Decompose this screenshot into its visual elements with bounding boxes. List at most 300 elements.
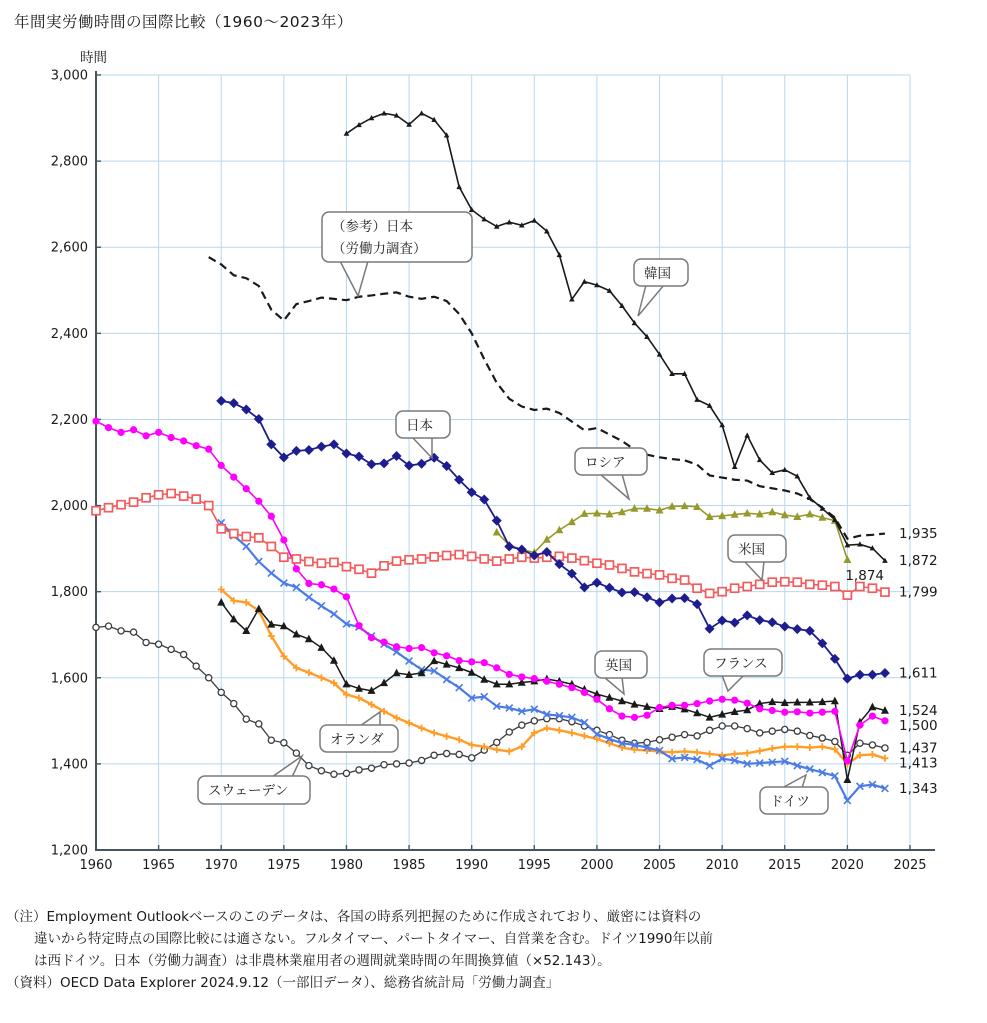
marker [243,543,250,550]
marker [417,459,427,469]
marker [706,750,713,757]
marker [656,571,664,579]
marker [318,581,325,588]
marker [280,536,287,543]
marker [481,659,488,666]
marker [354,451,364,461]
marker [806,580,814,588]
marker [681,732,687,738]
marker [393,643,400,650]
callout-label-sweden: スウェーデン [208,783,289,799]
marker [393,761,399,767]
marker [667,594,677,604]
marker [217,598,225,606]
marker [642,592,652,602]
marker [243,716,249,722]
marker [317,559,325,567]
y-tick-label: 2,200 [50,412,88,428]
marker [443,652,450,659]
y-tick-label: 1,800 [50,585,88,601]
marker [669,734,675,740]
marker [493,557,501,565]
marker [380,679,388,687]
marker [406,760,412,766]
x-tick-label: 2015 [768,858,802,873]
marker [768,508,776,516]
marker [580,557,588,565]
marker [655,597,665,607]
marker [656,737,662,743]
marker [281,740,287,746]
marker [832,738,838,744]
marker [806,744,813,751]
marker [731,697,738,704]
marker [493,746,500,753]
marker [92,507,100,515]
marker [393,669,401,677]
marker [255,534,263,542]
marker [130,498,138,506]
marker [205,446,212,453]
marker [769,707,776,714]
marker [680,593,690,603]
marker [218,462,225,469]
marker [856,722,863,729]
marker [506,219,512,224]
marker [819,735,825,741]
end-value-label: 1,611 [899,665,938,682]
marker [243,485,250,492]
marker [455,551,463,559]
marker [869,712,876,719]
marker [181,651,187,657]
marker [419,757,425,763]
marker [681,576,689,584]
marker [305,594,312,601]
marker [318,602,325,609]
marker [543,535,551,543]
marker [543,725,550,732]
marker [331,771,337,777]
marker [355,565,363,573]
callout-label-korea: 韓国 [644,266,671,282]
y-tick-label: 1,400 [50,757,88,773]
marker [718,588,726,596]
marker [869,742,875,748]
callout-tail-germany [782,775,806,788]
callout-label-us: 米国 [738,542,765,558]
marker [292,630,300,638]
marker [430,657,438,665]
marker [806,510,814,518]
marker [731,750,738,757]
marker [330,585,337,592]
marker [469,755,475,761]
callout-tail-sweden [272,756,302,777]
marker [756,747,763,754]
marker [744,432,750,437]
marker [180,492,188,500]
marker [706,697,713,704]
marker [707,727,713,733]
note-line: （注）Employment Outlookベースのこのデータは、各国の時系列把握のために作成されており、厳密には資料の [6,909,702,925]
x-tick-label: 2000 [580,858,614,873]
marker [280,553,288,561]
marker [731,584,739,592]
marker [755,615,765,625]
callout-label-germany: ドイツ [770,794,810,810]
series-line-france [96,421,885,761]
marker [268,570,275,577]
marker [431,729,438,736]
marker [518,673,525,680]
marker [743,706,751,714]
marker [730,618,740,628]
x-tick-label: 2005 [642,858,677,873]
marker [230,474,237,481]
marker [592,578,602,588]
marker [468,552,476,560]
callout-label-uk: 英国 [605,658,632,674]
marker [456,751,462,757]
marker [117,501,125,509]
marker [267,542,275,550]
marker [694,749,701,756]
marker [493,528,501,536]
callout-label-japan: 日本 [406,418,433,434]
marker [105,424,112,431]
marker [242,533,250,541]
marker [492,516,502,526]
end-value-label: 1,437 [899,740,938,757]
marker [582,279,588,284]
footnotes [6,906,981,994]
marker [532,218,538,223]
marker [807,732,813,738]
marker [306,763,312,769]
marker [255,558,262,565]
marker [857,740,863,746]
marker [431,752,437,758]
marker [93,624,99,630]
marker [794,743,801,750]
marker [156,641,162,647]
series-line-korea [346,113,884,560]
marker [706,589,714,597]
callout-tail-russia [600,474,629,499]
x-tick-label: 1980 [329,858,364,873]
marker [506,729,512,735]
y-tick-label: 3,000 [50,68,88,84]
end-value-label: 1,524 [899,703,938,719]
x-tick-label: 1970 [204,858,238,873]
marker [744,700,751,707]
y-tick-label: 2,600 [50,240,88,256]
marker [443,552,451,560]
marker [568,518,576,526]
marker [605,561,613,569]
marker [732,464,738,469]
marker [781,578,789,586]
marker [831,583,839,591]
marker [504,541,514,551]
marker [881,717,888,724]
marker [443,733,450,740]
marker [806,709,813,716]
marker [769,745,776,752]
callout-tail-uk [604,677,624,694]
callout-tail-us [744,561,764,580]
marker [843,555,851,563]
marker [681,702,688,709]
marker [593,559,601,567]
callout-label-netherlands: オランダ [330,732,384,748]
marker [768,578,776,586]
marker [193,663,199,669]
marker [593,696,600,703]
marker [868,703,876,711]
marker [316,442,326,452]
marker [480,675,488,683]
marker [167,490,175,498]
marker [793,578,801,586]
marker [431,649,438,656]
callout-tail-netherlands [360,712,380,726]
marker [142,494,150,502]
marker [831,697,839,705]
x-tick-label: 1990 [455,858,489,873]
marker [493,664,500,671]
y-tick-label: 2,400 [50,326,88,342]
marker [368,634,375,641]
marker [379,458,389,468]
source-line: （資料）OECD Data Explorer 2024.9.12（一部旧データ）、総務省統計局「労働力調査」 [6,975,560,991]
marker [255,498,262,505]
marker [155,429,162,436]
marker [292,555,300,563]
end-value-label: 1,935 [899,526,938,543]
marker [693,584,701,592]
marker [105,504,113,512]
callout-label-japan_lfs: （労働力調査） [332,241,427,257]
marker [318,768,324,774]
marker [268,737,274,743]
marker [456,657,463,664]
marker [794,708,801,715]
note-line: 違いから特定時点の国際比較には適さない。フルタイマー、パートタイマー、自営業を含む。ドイツ1990年以前 [34,931,713,947]
marker [206,675,212,681]
marker [430,553,438,561]
marker [192,495,200,503]
marker [505,555,513,563]
marker [506,671,513,678]
marker [869,751,876,758]
marker [444,750,450,756]
marker [256,721,262,727]
marker [669,749,676,756]
marker [506,748,513,755]
marker [418,725,425,732]
callout-tail-japan [412,437,432,458]
marker [130,426,137,433]
marker [168,646,174,652]
marker [229,398,239,408]
marker [757,730,763,736]
marker [756,705,763,712]
marker [568,729,575,736]
marker [330,558,338,566]
marker [304,445,314,455]
marker [719,696,726,703]
marker [880,668,890,678]
marker [694,700,701,707]
marker [618,712,625,719]
marker [443,676,450,683]
marker [744,725,750,731]
marker [618,564,626,572]
marker [380,638,387,645]
marker [819,709,826,716]
marker [819,743,826,750]
marker [180,437,187,444]
marker [305,580,312,587]
marker [143,639,149,645]
marker [405,645,412,652]
x-tick-label: 1985 [392,858,426,873]
marker [355,622,362,629]
marker [230,530,238,538]
marker [217,525,225,533]
marker [193,442,200,449]
marker [818,581,826,589]
marker [543,678,550,685]
callout-label-russia: ロシア [585,455,626,471]
marker [781,743,788,750]
chart-title: 年間実労働時間の国際比較（1960～2023年） [14,13,353,31]
marker [531,718,537,724]
marker [842,674,852,684]
marker [794,728,800,734]
x-tick-label: 1965 [142,858,176,873]
marker [568,554,576,562]
marker [617,588,627,598]
y-axis-unit-label: 時間 [80,50,107,66]
marker [792,624,802,634]
marker [168,434,175,441]
marker [456,184,462,189]
callout-tail-france [722,675,744,691]
marker [293,750,299,756]
x-tick-label: 2020 [830,858,864,873]
marker [843,591,851,599]
marker [343,593,350,600]
marker [668,574,676,582]
marker [568,684,575,691]
marker [556,727,563,734]
marker [393,557,401,565]
marker [782,726,788,732]
marker [92,418,99,425]
callout-tail-korea [638,285,664,316]
x-tick-label: 1995 [517,858,551,873]
end-value-label: 1,343 [899,780,938,797]
marker [418,555,426,563]
marker [581,689,588,696]
marker [142,432,149,439]
marker [881,588,889,596]
marker [844,757,851,764]
y-tick-label: 1,200 [50,843,88,859]
callout-label-japan_lfs: （参考）日本 [332,219,413,235]
marker [368,765,374,771]
marker [480,555,488,563]
marker [218,689,224,695]
marker [468,658,475,665]
marker [405,556,413,564]
marker [343,770,349,776]
marker [117,429,124,436]
marker [419,110,425,115]
marker [643,570,651,578]
marker [742,610,752,620]
marker [380,562,388,570]
marker [381,762,387,768]
marker [743,583,751,591]
note-line: は西ドイツ。日本（労働力調査）は非農林業雇用者の週間就業時間の年間換算値（×52.143）。 [34,953,611,969]
marker [155,491,163,499]
y-tick-label: 2,000 [50,499,88,515]
marker [643,712,650,719]
series-line-japan_lfs [209,257,885,539]
end-value-label: 1,799 [899,584,938,601]
marker [494,739,500,745]
marker [668,702,675,709]
marker [630,568,638,576]
marker [268,513,275,520]
marker [782,467,788,472]
marker [479,495,489,505]
marker [205,502,213,510]
end-value-label: 1,413 [899,755,938,772]
marker [468,741,475,748]
callout-label-france: フランス [714,656,768,672]
marker [769,728,775,734]
marker [744,750,751,757]
marker [581,732,588,739]
marker [732,723,738,729]
marker [216,396,226,406]
marker [118,628,124,634]
marker [556,681,563,688]
marker [606,705,613,712]
marker [717,616,727,626]
marker [781,709,788,716]
end-value-label: 1,872 [899,553,938,570]
marker [705,624,715,634]
marker [406,719,413,726]
marker [656,704,663,711]
marker [368,569,376,577]
marker [231,701,237,707]
x-tick-label: 1960 [79,858,113,873]
marker [831,708,838,715]
marker [692,599,702,609]
marker [317,643,325,651]
marker [456,736,463,743]
marker [767,617,777,627]
marker [519,722,525,728]
x-tick-label: 2010 [705,858,739,873]
